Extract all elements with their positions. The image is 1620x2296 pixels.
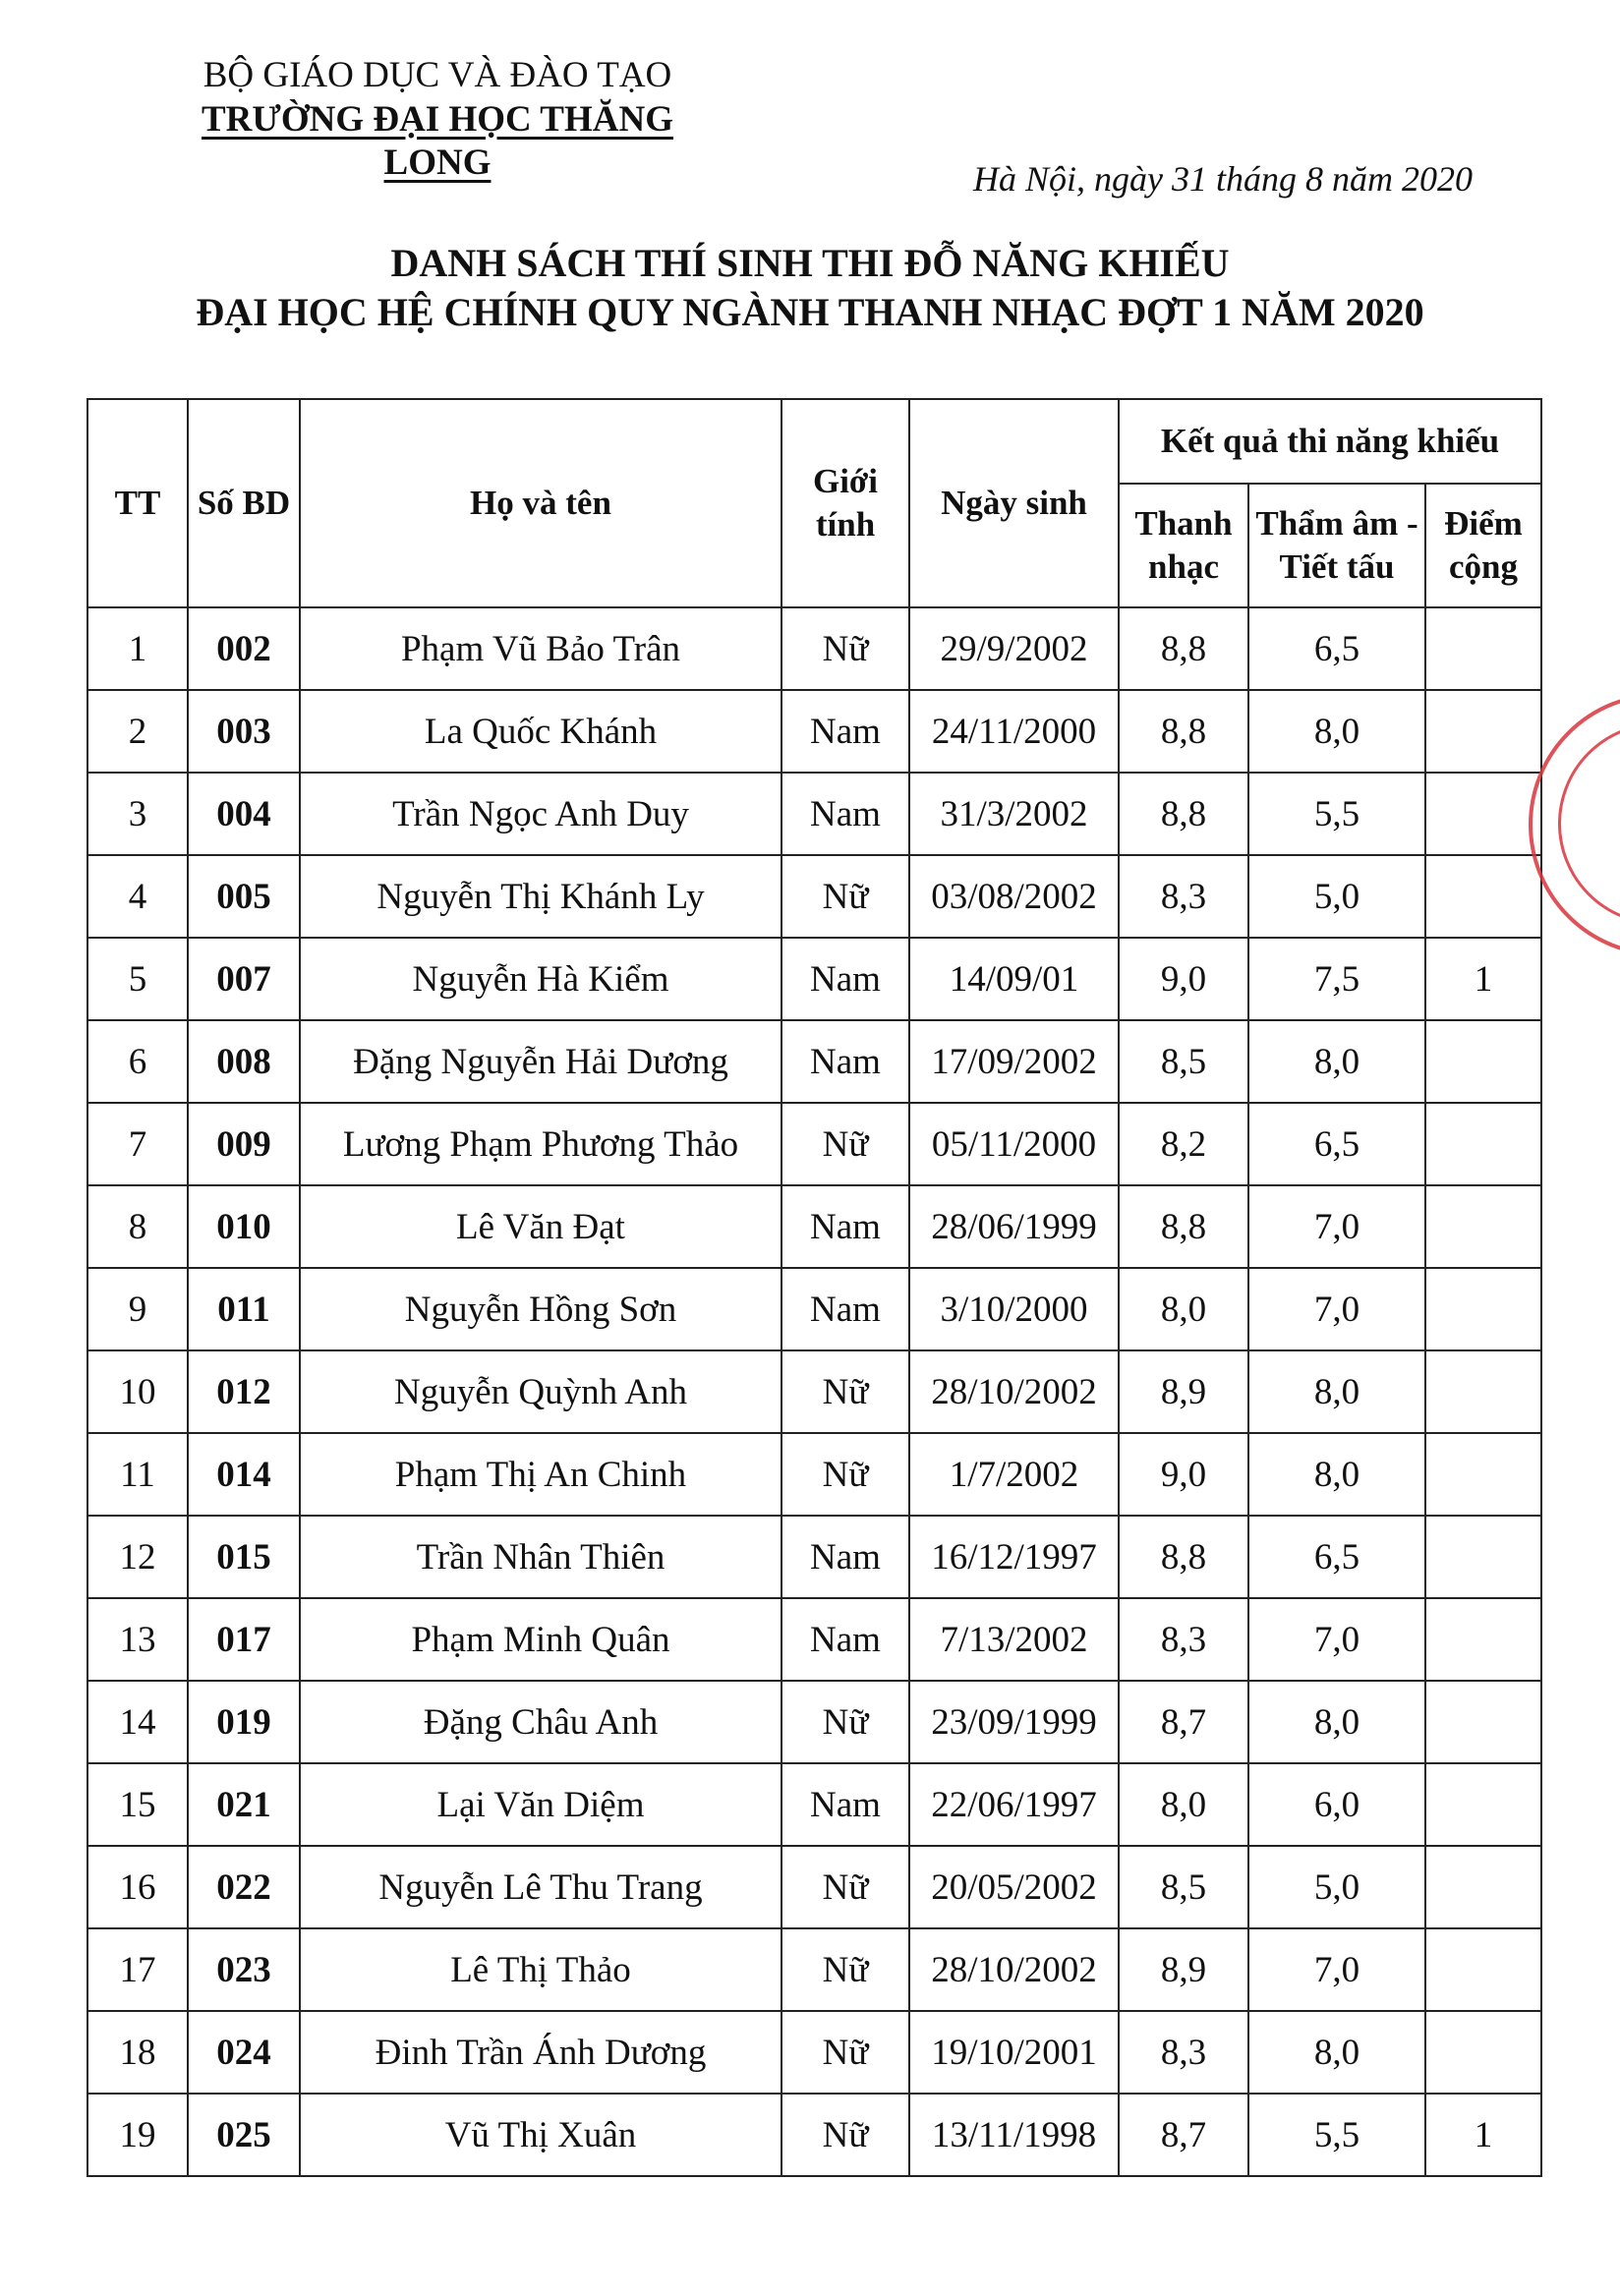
header-bonus-line2: cộng bbox=[1449, 547, 1518, 586]
cell-name: Vũ Thị Xuân bbox=[300, 2094, 781, 2176]
table-row bbox=[87, 1350, 1541, 1433]
table-row bbox=[87, 1516, 1541, 1598]
cell-gender: Nam bbox=[781, 1185, 909, 1268]
cell-rhythm-score: 5,5 bbox=[1248, 2094, 1425, 2176]
cell-dob: 22/06/1997 bbox=[909, 1763, 1119, 1846]
cell-vocal-score: 8,5 bbox=[1119, 1020, 1248, 1103]
cell-rhythm-score: 7,0 bbox=[1248, 1598, 1425, 1681]
cell-sbd: 019 bbox=[188, 1681, 300, 1763]
cell-rhythm-score: 5,0 bbox=[1248, 1846, 1425, 1928]
cell-sbd: 010 bbox=[188, 1185, 300, 1268]
cell-bonus-score bbox=[1425, 1763, 1541, 1846]
cell-gender: Nữ bbox=[781, 855, 909, 938]
cell-rhythm-score: 7,0 bbox=[1248, 1928, 1425, 2011]
cell-sbd: 004 bbox=[188, 773, 300, 855]
cell-tt: 12 bbox=[87, 1516, 188, 1598]
header-tt: TT bbox=[87, 399, 188, 607]
cell-dob: 28/10/2002 bbox=[909, 1350, 1119, 1433]
header-sbd: Số BD bbox=[188, 399, 300, 607]
cell-bonus-score bbox=[1425, 1350, 1541, 1433]
cell-name: Nguyễn Hồng Sơn bbox=[300, 1268, 781, 1350]
cell-bonus-score bbox=[1425, 1185, 1541, 1268]
cell-vocal-score: 8,7 bbox=[1119, 1681, 1248, 1763]
official-seal-inner-ring bbox=[1558, 722, 1620, 925]
cell-sbd: 009 bbox=[188, 1103, 300, 1185]
cell-rhythm-score: 8,0 bbox=[1248, 1020, 1425, 1103]
header-name: Họ và tên bbox=[300, 399, 781, 607]
cell-gender: Nữ bbox=[781, 1928, 909, 2011]
cell-gender: Nam bbox=[781, 938, 909, 1020]
cell-bonus-score: 1 bbox=[1425, 938, 1541, 1020]
cell-rhythm-score: 8,0 bbox=[1248, 1681, 1425, 1763]
cell-tt: 11 bbox=[87, 1433, 188, 1516]
cell-dob: 14/09/01 bbox=[909, 938, 1119, 1020]
cell-gender: Nữ bbox=[781, 1103, 909, 1185]
school-name: TRƯỜNG ĐẠI HỌC THĂNG LONG bbox=[201, 99, 673, 183]
cell-rhythm-score: 6,5 bbox=[1248, 1516, 1425, 1598]
header-dob: Ngày sinh bbox=[909, 399, 1119, 607]
header-vocal-line2: nhạc bbox=[1148, 547, 1219, 586]
table-row bbox=[87, 855, 1541, 938]
cell-gender: Nam bbox=[781, 1020, 909, 1103]
cell-gender: Nữ bbox=[781, 607, 909, 690]
cell-dob: 19/10/2001 bbox=[909, 2011, 1119, 2094]
cell-dob: 20/05/2002 bbox=[909, 1846, 1119, 1928]
cell-sbd: 007 bbox=[188, 938, 300, 1020]
cell-rhythm-score: 7,5 bbox=[1248, 938, 1425, 1020]
cell-name: Lương Phạm Phương Thảo bbox=[300, 1103, 781, 1185]
cell-vocal-score: 8,8 bbox=[1119, 773, 1248, 855]
header-rhythm-line2: Tiết tấu bbox=[1279, 547, 1395, 586]
cell-bonus-score bbox=[1425, 1268, 1541, 1350]
table-row bbox=[87, 1846, 1541, 1928]
cell-dob: 3/10/2000 bbox=[909, 1268, 1119, 1350]
cell-sbd: 005 bbox=[188, 855, 300, 938]
table-row bbox=[87, 1928, 1541, 2011]
cell-vocal-score: 8,2 bbox=[1119, 1103, 1248, 1185]
cell-tt: 9 bbox=[87, 1268, 188, 1350]
cell-name: Trần Ngọc Anh Duy bbox=[300, 773, 781, 855]
results-table bbox=[87, 398, 1542, 2177]
cell-bonus-score bbox=[1425, 2011, 1541, 2094]
cell-name: Đặng Nguyễn Hải Dương bbox=[300, 1020, 781, 1103]
table-row bbox=[87, 1598, 1541, 1681]
cell-sbd: 011 bbox=[188, 1268, 300, 1350]
cell-rhythm-score: 6,5 bbox=[1248, 607, 1425, 690]
table-row bbox=[87, 1103, 1541, 1185]
document-title-line1: DANH SÁCH THÍ SINH THI ĐỖ NĂNG KHIẾU bbox=[390, 241, 1230, 285]
header-vocal-line1: Thanh bbox=[1134, 504, 1233, 543]
cell-gender: Nam bbox=[781, 690, 909, 773]
cell-tt: 8 bbox=[87, 1185, 188, 1268]
cell-tt: 18 bbox=[87, 2011, 188, 2094]
cell-bonus-score bbox=[1425, 1598, 1541, 1681]
cell-name: Lê Văn Đạt bbox=[300, 1185, 781, 1268]
table-row bbox=[87, 773, 1541, 855]
cell-dob: 28/10/2002 bbox=[909, 1928, 1119, 2011]
cell-sbd: 025 bbox=[188, 2094, 300, 2176]
cell-gender: Nữ bbox=[781, 1846, 909, 1928]
cell-bonus-score bbox=[1425, 1020, 1541, 1103]
cell-vocal-score: 8,3 bbox=[1119, 1598, 1248, 1681]
cell-dob: 23/09/1999 bbox=[909, 1681, 1119, 1763]
header-rhythm bbox=[1248, 484, 1425, 607]
cell-tt: 13 bbox=[87, 1598, 188, 1681]
cell-name: Đinh Trần Ánh Dương bbox=[300, 2011, 781, 2094]
place-date: Hà Nội, ngày 31 tháng 8 năm 2020 bbox=[973, 159, 1473, 199]
cell-vocal-score: 8,8 bbox=[1119, 690, 1248, 773]
header-gender-line1: Giới bbox=[812, 462, 879, 500]
cell-name: Lại Văn Diệm bbox=[300, 1763, 781, 1846]
cell-dob: 24/11/2000 bbox=[909, 690, 1119, 773]
cell-bonus-score bbox=[1425, 690, 1541, 773]
cell-gender: Nữ bbox=[781, 1433, 909, 1516]
cell-dob: 28/06/1999 bbox=[909, 1185, 1119, 1268]
cell-bonus-score bbox=[1425, 1103, 1541, 1185]
cell-dob: 1/7/2002 bbox=[909, 1433, 1119, 1516]
cell-name: Nguyễn Thị Khánh Ly bbox=[300, 855, 781, 938]
cell-dob: 03/08/2002 bbox=[909, 855, 1119, 938]
cell-vocal-score: 8,8 bbox=[1119, 607, 1248, 690]
table-row bbox=[87, 2094, 1541, 2176]
cell-sbd: 003 bbox=[188, 690, 300, 773]
header-vocal bbox=[1119, 484, 1248, 607]
table-row bbox=[87, 1433, 1541, 1516]
cell-bonus-score bbox=[1425, 855, 1541, 938]
cell-sbd: 015 bbox=[188, 1516, 300, 1598]
cell-name: Nguyễn Hà Kiểm bbox=[300, 938, 781, 1020]
cell-name: Nguyễn Quỳnh Anh bbox=[300, 1350, 781, 1433]
cell-tt: 15 bbox=[87, 1763, 188, 1846]
cell-name: Phạm Thị An Chinh bbox=[300, 1433, 781, 1516]
cell-bonus-score bbox=[1425, 1928, 1541, 2011]
cell-tt: 4 bbox=[87, 855, 188, 938]
cell-dob: 31/3/2002 bbox=[909, 773, 1119, 855]
cell-name: Trần Nhân Thiên bbox=[300, 1516, 781, 1598]
cell-vocal-score: 8,3 bbox=[1119, 2011, 1248, 2094]
cell-bonus-score bbox=[1425, 607, 1541, 690]
cell-sbd: 014 bbox=[188, 1433, 300, 1516]
table-row bbox=[87, 938, 1541, 1020]
header-bonus-line1: Điểm bbox=[1444, 504, 1523, 543]
cell-tt: 2 bbox=[87, 690, 188, 773]
cell-vocal-score: 8,0 bbox=[1119, 1268, 1248, 1350]
document-title-line2: ĐẠI HỌC HỆ CHÍNH QUY NGÀNH THANH NHẠC ĐỢT 1 NĂM 2020 bbox=[196, 290, 1424, 334]
cell-gender: Nữ bbox=[781, 1350, 909, 1433]
cell-dob: 29/9/2002 bbox=[909, 607, 1119, 690]
cell-rhythm-score: 8,0 bbox=[1248, 690, 1425, 773]
cell-sbd: 021 bbox=[188, 1763, 300, 1846]
cell-vocal-score: 9,0 bbox=[1119, 938, 1248, 1020]
header-rhythm-line1: Thẩm âm - bbox=[1255, 504, 1418, 543]
cell-sbd: 022 bbox=[188, 1846, 300, 1928]
header-results-group: Kết quả thi năng khiếu bbox=[1119, 399, 1541, 484]
cell-tt: 14 bbox=[87, 1681, 188, 1763]
cell-tt: 16 bbox=[87, 1846, 188, 1928]
cell-sbd: 024 bbox=[188, 2011, 300, 2094]
cell-dob: 17/09/2002 bbox=[909, 1020, 1119, 1103]
cell-vocal-score: 8,8 bbox=[1119, 1516, 1248, 1598]
cell-tt: 3 bbox=[87, 773, 188, 855]
table-row bbox=[87, 1020, 1541, 1103]
cell-tt: 6 bbox=[87, 1020, 188, 1103]
table-row bbox=[87, 2011, 1541, 2094]
cell-sbd: 012 bbox=[188, 1350, 300, 1433]
cell-rhythm-score: 7,0 bbox=[1248, 1185, 1425, 1268]
cell-tt: 19 bbox=[87, 2094, 188, 2176]
cell-gender: Nam bbox=[781, 1598, 909, 1681]
cell-vocal-score: 8,3 bbox=[1119, 855, 1248, 938]
cell-vocal-score: 8,9 bbox=[1119, 1350, 1248, 1433]
cell-rhythm-score: 5,5 bbox=[1248, 773, 1425, 855]
cell-name: Nguyễn Lê Thu Trang bbox=[300, 1846, 781, 1928]
cell-rhythm-score: 8,0 bbox=[1248, 2011, 1425, 2094]
cell-name: Đặng Châu Anh bbox=[300, 1681, 781, 1763]
table-row bbox=[87, 1763, 1541, 1846]
cell-sbd: 023 bbox=[188, 1928, 300, 2011]
cell-name: Lê Thị Thảo bbox=[300, 1928, 781, 2011]
table-row bbox=[87, 607, 1541, 690]
cell-name: La Quốc Khánh bbox=[300, 690, 781, 773]
cell-vocal-score: 8,8 bbox=[1119, 1185, 1248, 1268]
table-row bbox=[87, 1185, 1541, 1268]
cell-gender: Nam bbox=[781, 1763, 909, 1846]
cell-vocal-score: 8,0 bbox=[1119, 1763, 1248, 1846]
cell-tt: 5 bbox=[87, 938, 188, 1020]
cell-sbd: 002 bbox=[188, 607, 300, 690]
cell-gender: Nam bbox=[781, 773, 909, 855]
cell-tt: 17 bbox=[87, 1928, 188, 2011]
cell-dob: 05/11/2000 bbox=[909, 1103, 1119, 1185]
table-row bbox=[87, 1681, 1541, 1763]
cell-tt: 7 bbox=[87, 1103, 188, 1185]
cell-tt: 10 bbox=[87, 1350, 188, 1433]
table-row bbox=[87, 690, 1541, 773]
header-gender-line2: tính bbox=[815, 505, 876, 544]
cell-dob: 13/11/1998 bbox=[909, 2094, 1119, 2176]
header-bonus bbox=[1425, 484, 1541, 607]
cell-vocal-score: 8,5 bbox=[1119, 1846, 1248, 1928]
ministry-name: BỘ GIÁO DỤC VÀ ĐÀO TẠO bbox=[202, 55, 672, 95]
cell-tt: 1 bbox=[87, 607, 188, 690]
cell-vocal-score: 8,9 bbox=[1119, 1928, 1248, 2011]
cell-dob: 16/12/1997 bbox=[909, 1516, 1119, 1598]
results-table-body bbox=[87, 607, 1541, 2176]
cell-bonus-score bbox=[1425, 1681, 1541, 1763]
cell-gender: Nữ bbox=[781, 2094, 909, 2176]
cell-name: Phạm Vũ Bảo Trân bbox=[300, 607, 781, 690]
table-row bbox=[87, 1268, 1541, 1350]
cell-rhythm-score: 7,0 bbox=[1248, 1268, 1425, 1350]
cell-bonus-score bbox=[1425, 773, 1541, 855]
cell-bonus-score bbox=[1425, 1846, 1541, 1928]
cell-gender: Nam bbox=[781, 1268, 909, 1350]
cell-vocal-score: 8,7 bbox=[1119, 2094, 1248, 2176]
cell-rhythm-score: 5,0 bbox=[1248, 855, 1425, 938]
cell-sbd: 008 bbox=[188, 1020, 300, 1103]
cell-rhythm-score: 8,0 bbox=[1248, 1433, 1425, 1516]
cell-vocal-score: 9,0 bbox=[1119, 1433, 1248, 1516]
cell-gender: Nam bbox=[781, 1516, 909, 1598]
header-gender bbox=[781, 399, 909, 607]
cell-rhythm-score: 6,0 bbox=[1248, 1763, 1425, 1846]
cell-sbd: 017 bbox=[188, 1598, 300, 1681]
cell-bonus-score bbox=[1425, 1516, 1541, 1598]
cell-gender: Nữ bbox=[781, 1681, 909, 1763]
cell-dob: 7/13/2002 bbox=[909, 1598, 1119, 1681]
cell-bonus-score: 1 bbox=[1425, 2094, 1541, 2176]
cell-gender: Nữ bbox=[781, 2011, 909, 2094]
cell-name: Phạm Minh Quân bbox=[300, 1598, 781, 1681]
cell-bonus-score bbox=[1425, 1433, 1541, 1516]
cell-rhythm-score: 8,0 bbox=[1248, 1350, 1425, 1433]
cell-rhythm-score: 6,5 bbox=[1248, 1103, 1425, 1185]
